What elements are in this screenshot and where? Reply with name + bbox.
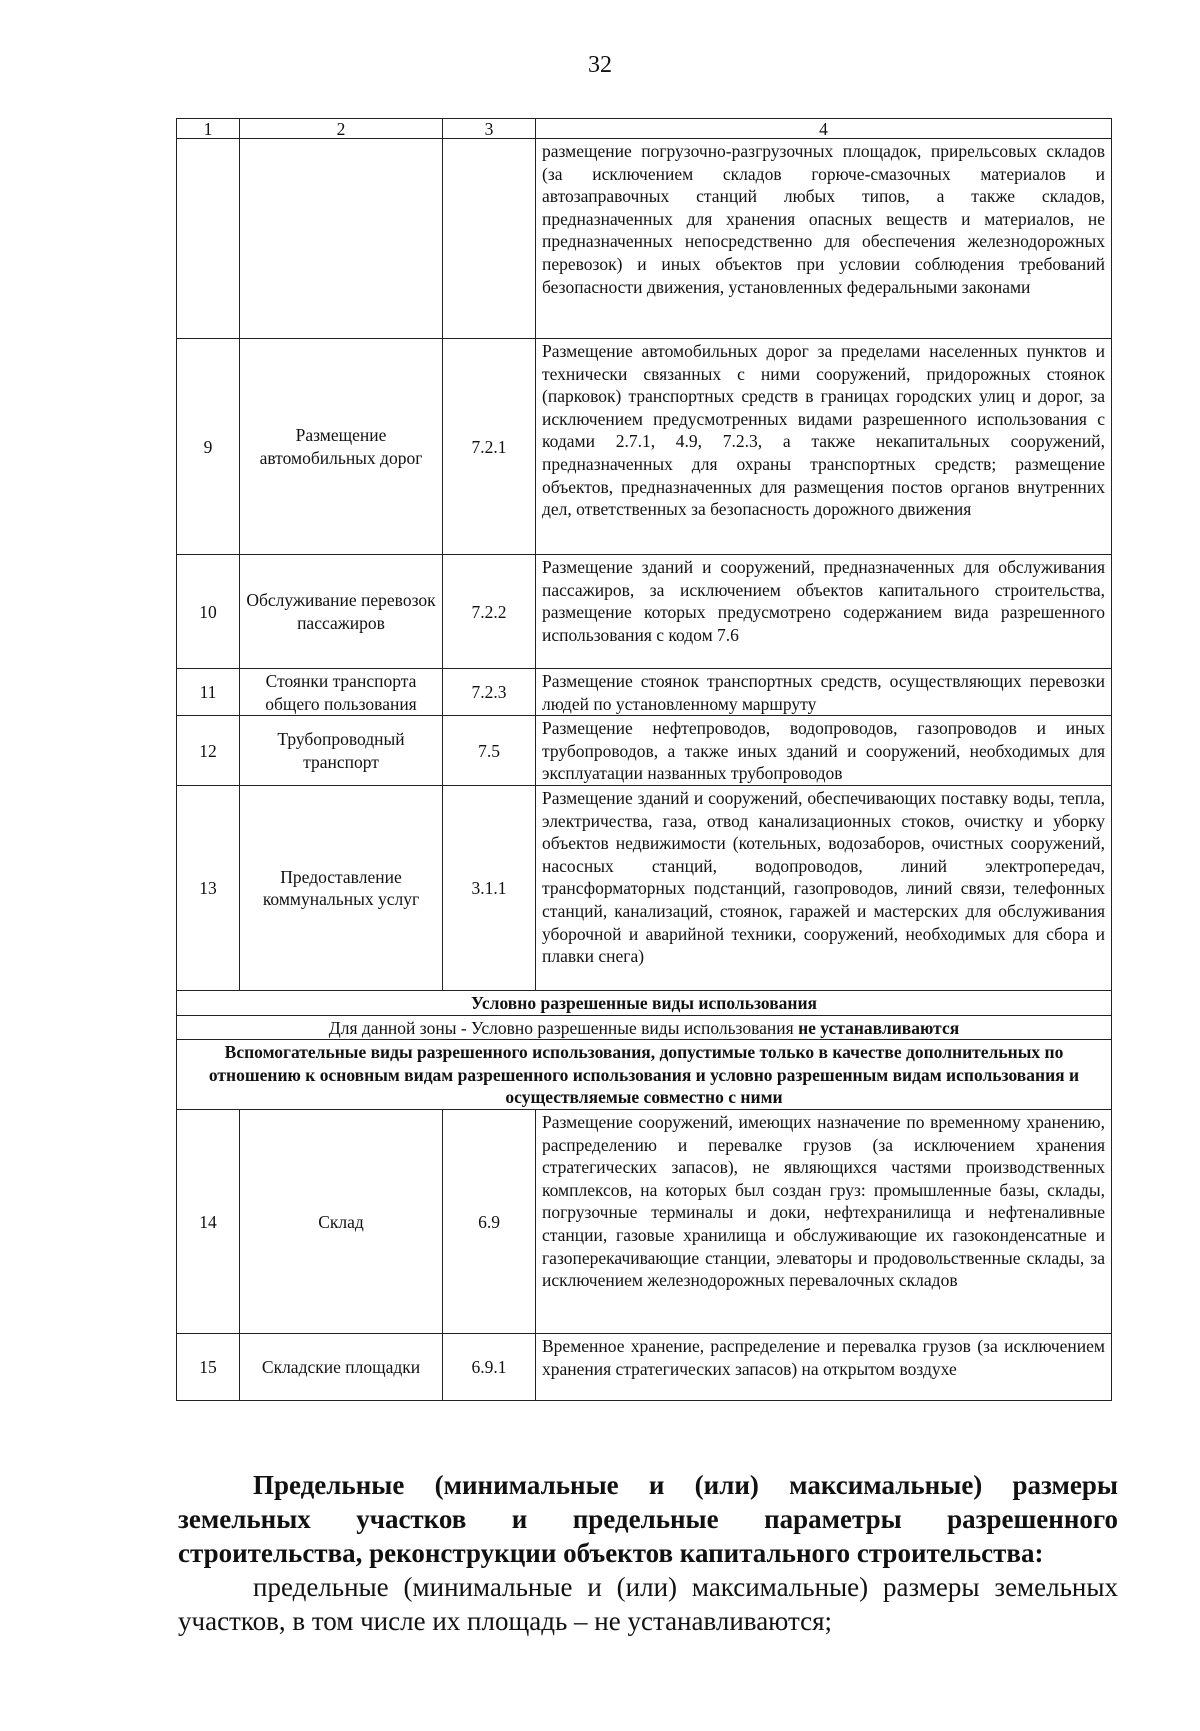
parameters-heading-line-1: Предельные (минимальные и (или) максимальные) размеры (253, 1470, 1118, 1500)
row-use-code (443, 139, 536, 339)
row-number: 15 (177, 1333, 240, 1400)
row-description: Размещение стоянок транспортных средств, осуществляющих перевозки людей по установленному маршруту (536, 669, 1112, 716)
auxiliary-heading-row (177, 1040, 1112, 1110)
row-use-name: Стоянки транспорта общего пользования (240, 669, 443, 716)
row-number (177, 139, 240, 339)
row-number: 13 (177, 785, 240, 990)
header-col-4: 4 (536, 119, 1112, 139)
parameters-paragraph: предельные (минимальные и (или) максимальные) размеры земельных участков, в том числе их площадь – не устанавливаются; (178, 1572, 1118, 1636)
table-row (177, 555, 1112, 669)
row-description: размещение погрузочно-разгрузочных площадок, прирельсовых складов (за исключением складов горюче-смазочных материалов и автозаправочных станций любых типов, а также складов, предназначенных для хранения опасных веществ и материалов, не предназначенных непосредственно для обеспечения железнодорожных перевозок) и иных объектов при условии соблюдения требований безопасности движения, установленных федеральными законами (536, 139, 1112, 339)
row-use-name: Склад (240, 1109, 443, 1333)
row-use-code: 6.9.1 (443, 1333, 536, 1400)
conditional-note-bold: не устанавливаются (798, 1017, 960, 1038)
table-row (177, 339, 1112, 555)
parameters-heading-line-3: строительства, реконструкции объектов капитального строительства: (178, 1538, 1044, 1568)
table-row (177, 1333, 1112, 1400)
row-description: Размещение автомобильных дорог за пределами населенных пунктов и технически связанных с ними сооружений, придорожных стоянок (парковок) транспортных средств в границах городских улиц и дорог, за исключением предусмотренных видами разрешенного использования с кодами 2.7.1, 4.9, 7.2.3, а также некапитальных сооружений, предназначенных для охраны транспортных средств; размещение объектов, предназначенных для размещения постов органов внутренних дел, ответственных за безопасность дорожного движения (536, 339, 1112, 555)
table-row (177, 139, 1112, 339)
row-number: 10 (177, 555, 240, 669)
header-col-3: 3 (443, 119, 536, 139)
land-use-table (176, 118, 1112, 1401)
row-description: Размещение зданий и сооружений, предназначенных для обслуживания пассажиров, за исключением объектов капитального строительства, размещение которых предусмотрено содержанием вида разрешенного использования с кодом 7.6 (536, 555, 1112, 669)
row-description: Размещение сооружений, имеющих назначение по временному хранению, распределению и перевалке грузов (за исключением хранения стратегических запасов), не являющихся частями производственных комплексов, на которых был создан груз: промышленные базы, склады, погрузочные терминалы и доки, нефтехранилища и нефтеналивные станции, газовые хранилища и обслуживающие их газоконденсатные и газоперекачивающие станции, элеваторы и продовольственные склады, за исключением железнодорожных перевалочных складов (536, 1109, 1112, 1333)
row-use-name: Размещение автомобильных дорог (240, 339, 443, 555)
row-number: 9 (177, 339, 240, 555)
page-number: 32 (588, 52, 612, 78)
table-row (177, 669, 1112, 716)
table-header-row (177, 119, 1112, 139)
conditional-note-row (177, 1015, 1112, 1040)
conditional-heading-row (177, 990, 1112, 1015)
table-row (177, 716, 1112, 786)
row-use-code: 7.2.3 (443, 669, 536, 716)
row-description: Размещение нефтепроводов, водопроводов, газопроводов и иных трубопроводов, а также иных зданий и сооружений, необходимых для эксплуатации названных трубопроводов (536, 716, 1112, 786)
row-use-name: Обслуживание перевозок пассажиров (240, 555, 443, 669)
row-use-name: Предоставление коммунальных услуг (240, 785, 443, 990)
header-col-1: 1 (177, 119, 240, 139)
header-col-2: 2 (240, 119, 443, 139)
conditional-uses-heading: Условно разрешенные виды использования (177, 990, 1112, 1015)
row-description: Размещение зданий и сооружений, обеспечивающих поставку воды, тепла, электричества, газа, отвод канализационных стоков, очистку и уборку объектов недвижимости (котельных, водозаборов, очистных сооружений, насосных станций, водопроводов, линий электропередач, трансформаторных подстанций, газопроводов, линий связи, телефонных станций, канализаций, стоянок, гаражей и мастерских для обслуживания уборочной и аварийной техники, сооружений, необходимых для сбора и плавки снега) (536, 785, 1112, 990)
row-number: 14 (177, 1109, 240, 1333)
row-number: 11 (177, 669, 240, 716)
table-row (177, 1109, 1112, 1333)
row-use-code: 6.9 (443, 1109, 536, 1333)
parameters-heading-line-2: земельных участков и предельные параметры разрешенного (178, 1504, 1118, 1534)
conditional-uses-note (177, 1015, 1112, 1040)
parameters-section (178, 1468, 1118, 1638)
row-use-name: Трубопроводный транспорт (240, 716, 443, 786)
row-description: Временное хранение, распределение и перевалка грузов (за исключением хранения стратегических запасов) на открытом воздухе (536, 1333, 1112, 1400)
table-row (177, 785, 1112, 990)
row-use-name: Складские площадки (240, 1333, 443, 1400)
row-use-name (240, 139, 443, 339)
auxiliary-uses-heading: Вспомогательные виды разрешенного использования, допустимые только в качестве дополнительных по отношению к основным видам разрешенного использования и условно разрешенным видам использования и осуществляемые совместно с ними (177, 1040, 1112, 1110)
row-number: 12 (177, 716, 240, 786)
row-use-code: 7.2.2 (443, 555, 536, 669)
row-use-code: 7.2.1 (443, 339, 536, 555)
conditional-note-prefix: Для данной зоны - Условно разрешенные виды использования (328, 1017, 799, 1038)
row-use-code: 3.1.1 (443, 785, 536, 990)
row-use-code: 7.5 (443, 716, 536, 786)
